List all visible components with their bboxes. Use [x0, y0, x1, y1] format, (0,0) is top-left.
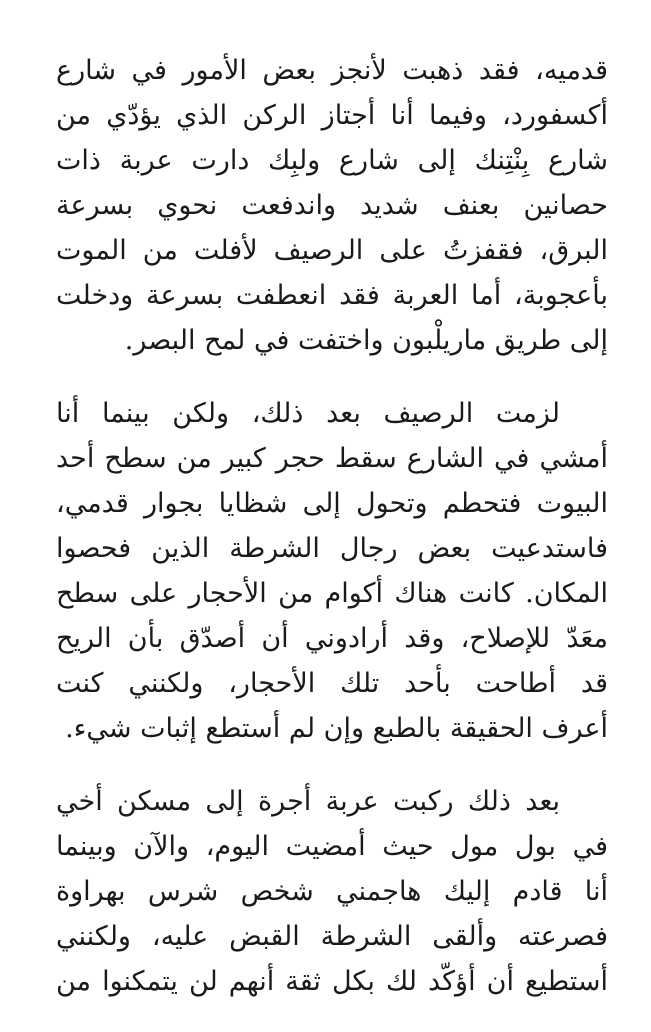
text-line: حصانين بعنف شديد واندفعت نحوي بسرعة	[56, 190, 608, 221]
text-line: أعرف الحقيقة بالطبع وإن لم أستطع إثبات شيء.	[65, 713, 608, 744]
text-line: لزمت الرصيف بعد ذلك، ولكن بينما أنا	[56, 398, 560, 429]
text-line: قد أطاحت بأحد تلك الأحجار، ولكنني كنت	[56, 668, 608, 699]
text-line: أنا قادم إليك هاجمني شخص شرس بهراوة	[56, 876, 608, 907]
text-line: أستطيع أن أؤكّد لك بكل ثقة أنهم لن يتمكنوا من	[56, 966, 608, 997]
paragraph-1	[56, 48, 608, 363]
text-line: المكان. كانت هناك أكوام من الأحجار على سطح	[56, 578, 608, 609]
text-line: شارع بِنْتِنك إلى شارع ولبِك دارت عربة ذات	[56, 145, 608, 176]
paragraph-3	[56, 779, 608, 1004]
text-line: البيوت فتحطم وتحول إلى شظايا بجوار قدمي،	[56, 488, 608, 519]
text-line: فصرعته وألقى الشرطة القبض عليه، ولكنني	[56, 921, 608, 952]
text-line: بأعجوبة، أما العربة فقد انعطفت بسرعة ودخلت	[56, 280, 608, 311]
book-page	[56, 48, 608, 1032]
text-line: أمشي في الشارع سقط حجر كبير من سطح أحد	[56, 443, 608, 474]
text-line: قدميه، فقد ذهبت لأنجز بعض الأمور في شارع	[56, 55, 608, 86]
text-line: إلى طريق ماريلْبون واختفت في لمح البصر.	[124, 325, 608, 356]
text-line: بعد ذلك ركبت عربة أجرة إلى مسكن أخي	[56, 786, 560, 817]
text-line: في بول مول حيث أمضيت اليوم، والآن وبينما	[56, 831, 608, 862]
text-line: فاستدعيت بعض رجال الشرطة الذين فحصوا	[56, 533, 608, 564]
paragraph-2	[56, 391, 608, 751]
text-line: معَدّ للإصلاح، وقد أرادوني أن أصدّق بأن الريح	[56, 623, 608, 654]
text-line: أكسفورد، وفيما أنا أجتاز الركن الذي يؤدّي من	[56, 100, 608, 131]
text-line: البرق، فقفزتُ على الرصيف لأفلت من الموت	[56, 235, 608, 266]
